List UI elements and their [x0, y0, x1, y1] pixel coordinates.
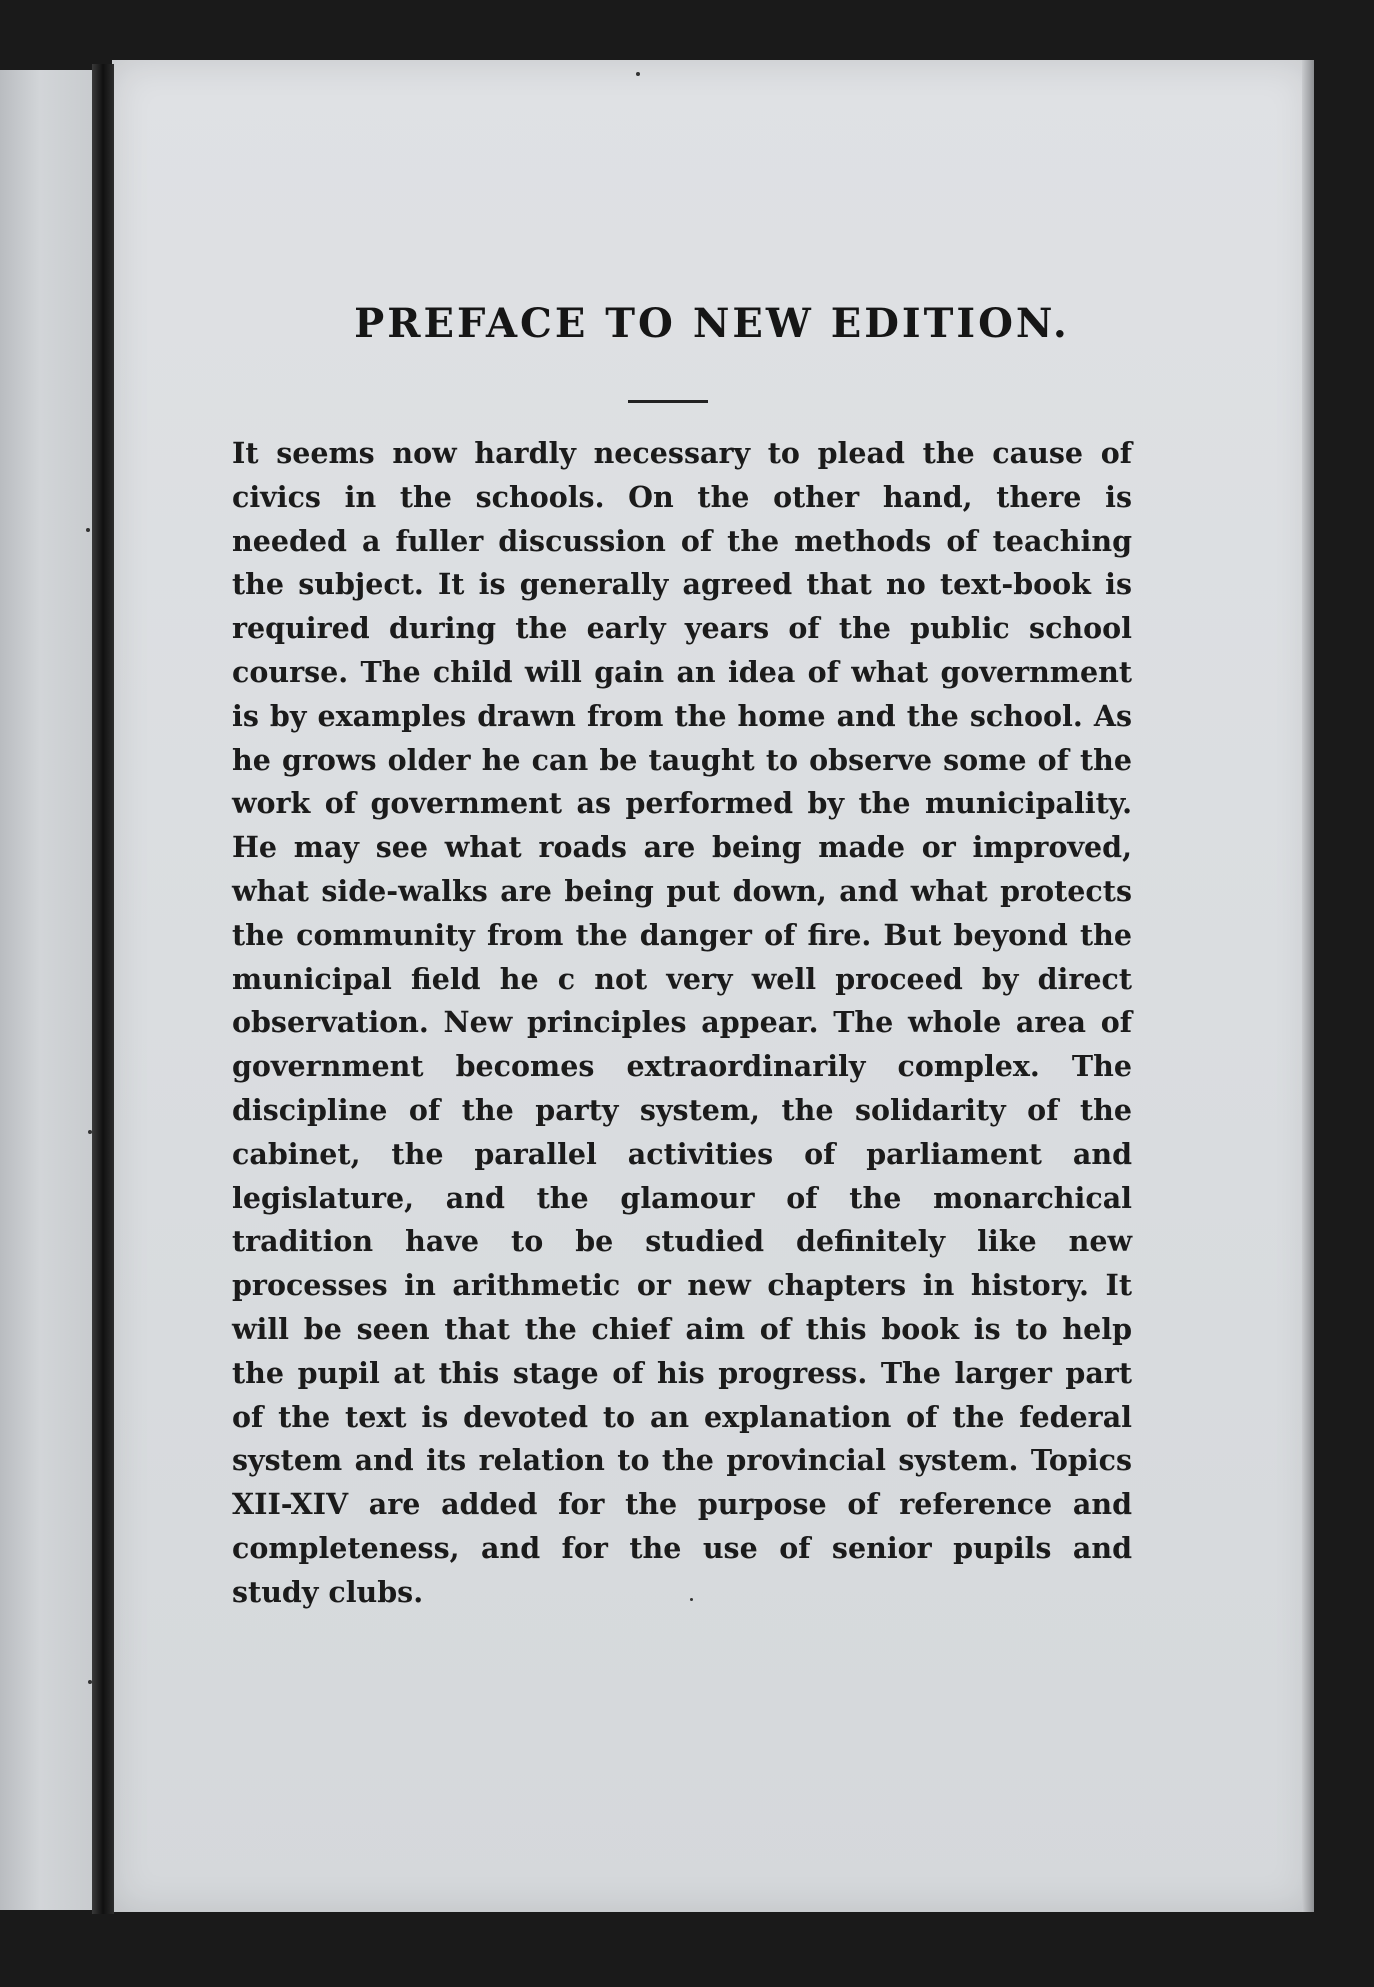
title-rule — [628, 400, 708, 403]
paper-speck — [636, 72, 640, 76]
paper-speck — [86, 528, 90, 532]
book-binding-gutter — [92, 64, 114, 1914]
page-title: PREFACE TO NEW EDITION. — [354, 300, 1070, 347]
paper-speck — [88, 1130, 92, 1134]
paper-speck — [88, 1680, 92, 1684]
facing-page-edge — [0, 70, 100, 1910]
preface-body-text: It seems now hardly necessary to plead the cause of civics in the schools. On the other hand, there is needed a fuller discussion of the methods of teaching the subject. It is generally agreed that no text-book is required during the early years of the public school course. The child will gain an idea of what government is by examples drawn from the home and the school. As he grows older he can be taught to observe some of the work of government as performed by the municipality. He may see what roads are being made or improved, what side-walks are being put down, and what protects the community from the danger of fire. But beyond the municipal field he c not very well proceed by direct observation. New principles appear. The whole area of government becomes extraordinarily complex. The discipline of the party system, the solidarity of the cabinet, the parallel activities of parliament and legislature, and the glamour of the monarchical tradition have to be studied definitely like new processes in arithmetic or new chapters in history. It will be seen that the chief aim of this book is to help the pupil at this stage of his progress. The larger part of the text is devoted to an explanation of the federal system and its relation to the provincial system. Topics XII-XIV are added for the purpose of reference and completeness, and for the use of senior pupils and study clubs. — [232, 436, 1132, 1609]
